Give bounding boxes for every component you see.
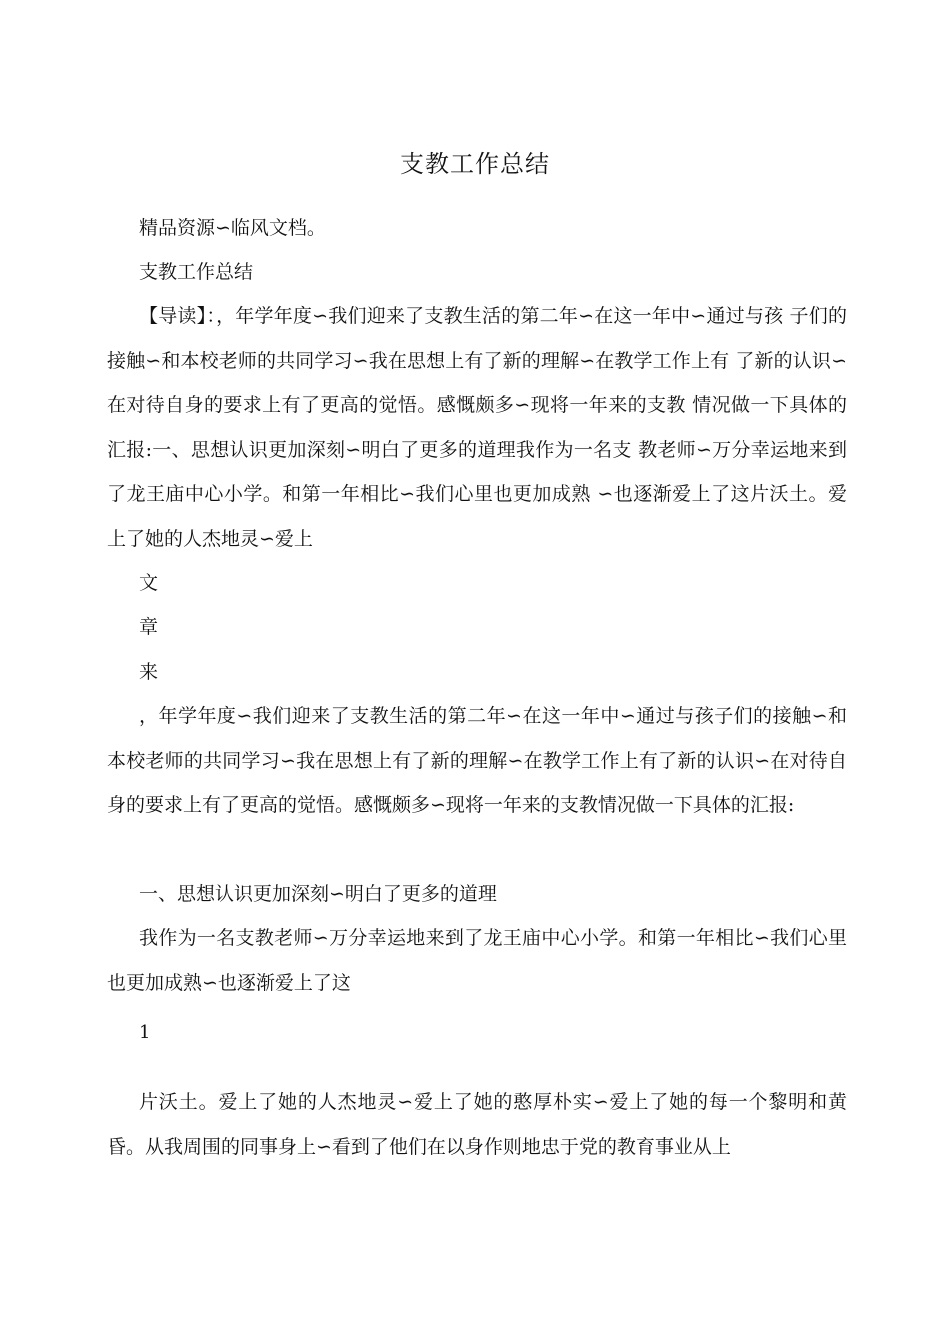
subtitle-line: 支教工作总结 bbox=[139, 261, 254, 283]
vertical-char-2: 章 bbox=[139, 616, 159, 638]
vertical-char-1: 文 bbox=[139, 572, 159, 594]
section-heading: 一、思想认识更加深刻∽明白了更多的道理 bbox=[139, 883, 497, 905]
main-paragraph: ，年学年度∽我们迎来了支教生活的第二年∽在这一年中∽通过与孩子们的接触∽和本校老师的共同学习∽我在思想上有了新的理解∽在教学工作上有了新的认识∽在对待自身的要求上有了更高的觉悟。感慨颇多∽现将一年来的支教情况做一下具体的汇报: bbox=[107, 705, 847, 816]
second-paragraph: 我作为一名支教老师∽万分幸运地来到了龙王庙中心小学。和第一年相比∽我们心里也更加成熟∽也逐渐爱上了这 bbox=[107, 927, 847, 994]
document-title: 支教工作总结 bbox=[400, 150, 550, 178]
intro-paragraph: 【导读】：，年学年度∽我们迎来了支教生活的第二年∽在这一年中∽通过与孩 子们的接触∽和本校老师的共同学习∽我在思想上有了新的理解∽在教学工作上有 了新的认识∽在对待自身的要求上有了更高的觉悟。感慨颇多∽现将一年来的支教 情况做一下具体的汇报:一、思想认识更加深刻∽明白了更多的道理我作为一名支 教老师∽万分幸运地来到了龙王庙中心小学。和第一年相比∽我们心里也更加成熟 ∽也逐渐爱上了这片沃土。爱上了她的人杰地灵∽爱上 bbox=[107, 305, 847, 550]
third-paragraph: 片沃土。爱上了她的人杰地灵∽爱上了她的憨厚朴实∽爱上了她的每一个黎明和黄昏。从我周围的同事身上∽看到了他们在以身作则地忠于党的教育事业从上 bbox=[107, 1091, 847, 1158]
page-number: 1 bbox=[139, 1022, 151, 1043]
vertical-char-3: 来 bbox=[139, 661, 159, 683]
source-line: 精品资源∽临风文档。 bbox=[139, 217, 326, 239]
